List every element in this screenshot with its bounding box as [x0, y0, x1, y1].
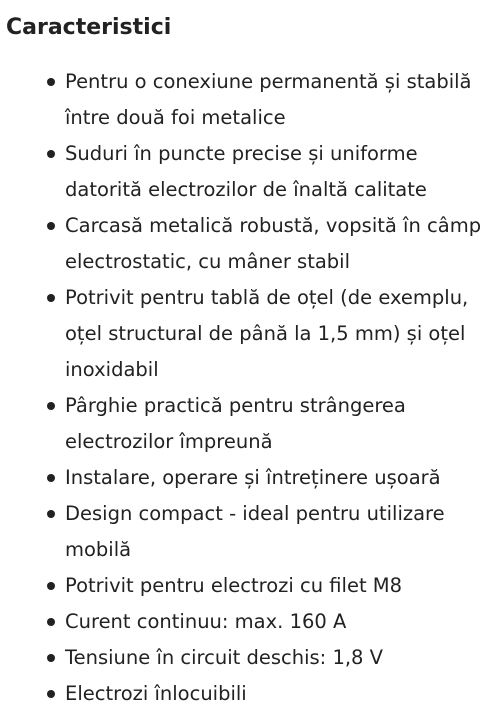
list-item-text: Instalare, operare și întreținere ușoară [65, 466, 441, 489]
list-item [6, 136, 489, 208]
list-item-text: Electrozi înlocuibili [65, 682, 247, 705]
bullet-icon [47, 222, 55, 230]
bullet-icon [47, 402, 55, 410]
list-item-text: Suduri în puncte precise și uniforme datorită electrozilor de înaltă calitate [65, 142, 427, 201]
list-item-text: Potrivit pentru electrozi cu filet M8 [65, 574, 403, 597]
bullet-icon [47, 582, 55, 590]
bullet-icon [47, 510, 55, 518]
list-item-text: Carcasă metalică robustă, vopsită în câmp electrostatic, cu mâner stabil [65, 214, 482, 273]
list-item [6, 676, 489, 712]
list-item-text: Pârghie practică pentru strângerea electrozilor împreună [65, 394, 406, 453]
list-item-text: Pentru o conexiune permanentă și stabilă între două foi metalice [65, 70, 472, 129]
list-item [6, 388, 489, 460]
bullet-icon [47, 78, 55, 86]
list-item-text: Design compact - ideal pentru utilizare mobilă [65, 502, 445, 561]
bullet-icon [47, 150, 55, 158]
list-item [6, 280, 489, 388]
list-item [6, 640, 489, 676]
bullet-icon [47, 474, 55, 482]
list-item [6, 64, 489, 136]
features-list [6, 64, 489, 712]
section-title: Caracteristici [6, 15, 172, 40]
list-item [6, 460, 489, 496]
bullet-icon [47, 618, 55, 626]
list-item [6, 208, 489, 280]
bullet-icon [47, 294, 55, 302]
list-item [6, 568, 489, 604]
list-item [6, 604, 489, 640]
list-item-text: Curent continuu: max. 160 A [65, 610, 347, 633]
bullet-icon [47, 690, 55, 698]
list-item-text: Tensiune în circuit deschis: 1,8 V [65, 646, 383, 669]
bullet-icon [47, 654, 55, 662]
list-item-text: Potrivit pentru tablă de oțel (de exemplu, oțel structural de până la 1,5 mm) și oțel inoxidabil [65, 286, 469, 381]
list-item [6, 496, 489, 568]
